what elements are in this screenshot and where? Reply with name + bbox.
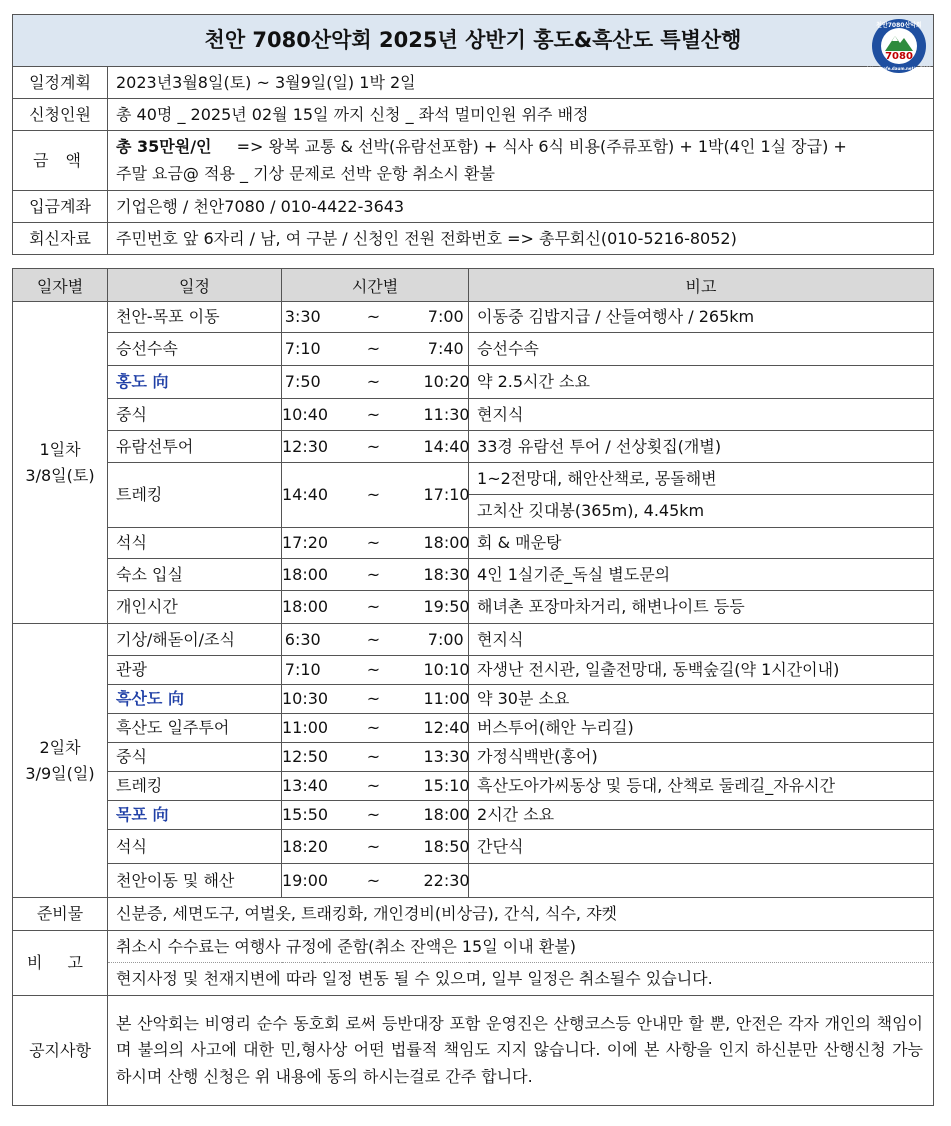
tilde: ~ [324,772,424,801]
notice-label: 공지사항 [13,996,108,1106]
end-time: 10:10 [424,656,469,685]
remark-1: 취소시 수수료는 여행사 규정에 준함(취소 잔액은 15일 이내 환불) [108,931,934,963]
end-time: 10:20 [424,366,469,399]
note: 회 & 매운탕 [469,528,934,559]
start-time: 13:40 [282,772,324,801]
tilde: ~ [324,399,424,431]
item: 트레킹 [108,772,282,801]
table-row [13,399,934,431]
start-time: 18:00 [282,559,324,591]
notice-text: 본 산악회는 비영리 순수 동호회 로써 등반대장 포함 운영진은 산행코스등 안내만 할 뿐, 안전은 각자 개인의 책임이며 불의의 사고에 대한 민,형사상 어떤 법률적 책임도 지지 않습니다. 이에 본 사항을 인지 하신분만 산행신청 가능 하시며 산행 신청은 위 내용에 동의 하시는걸로 간주 합니다. [108,996,934,1106]
note: 승선수속 [469,333,934,366]
start-time: 15:50 [282,801,324,830]
item: 트레킹 [108,463,282,528]
apply-row [13,99,934,131]
reply-row [13,223,934,255]
item: 천안이동 및 해산 [108,864,282,898]
tilde: ~ [324,302,424,333]
plan-value: 2023년3월8일(토) ~ 3월9일(일) 1박 2일 [108,67,934,99]
note: 1~2전망대, 해안산책로, 몽돌해변 [469,463,934,495]
prep-label: 준비물 [13,898,108,931]
table-row [13,743,934,772]
tilde: ~ [324,591,424,624]
end-time: 18:30 [424,559,469,591]
item: 관광 [108,656,282,685]
item: 목포 向 [108,801,282,830]
logo-bottom-text: http://cafe.daum.net/ca7080 [866,66,932,71]
tilde: ~ [324,463,424,528]
reply-value: 주민번호 앞 6자리 / 남, 여 구분 / 신청인 전원 전화번호 => 총무회신(010-5216-8052) [108,223,934,255]
day2-label: 2일차 [39,737,81,757]
amount-price: 총 35만원/인 [116,137,212,157]
tilde: ~ [324,685,424,714]
tilde: ~ [324,656,424,685]
item: 중식 [108,399,282,431]
day1-date: 3/8일(토) [25,465,95,485]
day2-cell [13,624,108,898]
remark-2: 현지사정 및 천재지변에 따라 일정 변동 될 수 있으며, 일부 일정은 취소될수 있습니다. [108,963,934,996]
end-time: 15:10 [424,772,469,801]
start-time: 12:30 [282,431,324,463]
table-row [13,801,934,830]
end-time: 18:50 [424,830,469,864]
note: 약 30분 소요 [469,685,934,714]
title-cell [13,15,934,71]
item: 중식 [108,743,282,772]
start-time: 12:50 [282,743,324,772]
account-value: 기업은행 / 천안7080 / 010-4422-3643 [108,191,934,223]
item: 천안-목포 이동 [108,302,282,333]
table-row [13,333,934,366]
amount-detail-1: => 왕복 교통 & 선박(유람선포함) + 식사 6식 비용(주류포함) + 1박(4인 1실 장급) + [236,137,847,157]
account-label: 입금계좌 [13,191,108,223]
start-time: 10:30 [282,685,324,714]
amount-value [108,131,934,191]
account-row [13,191,934,223]
table-row [13,864,934,898]
prep-value: 신분증, 세면도구, 여벌옷, 트래킹화, 개인경비(비상금), 간식, 식수, 쟈켓 [108,898,934,931]
prep-row [13,898,934,931]
amount-detail-2: 주말 요금@ 적용 _ 기상 문제로 선박 운항 취소시 환불 [116,163,495,183]
tilde: ~ [324,624,424,656]
page-title: 천안 7080산악회 2025년 상반기 홍도&흑산도 특별산행 [204,28,742,53]
end-time: 17:10 [424,463,469,528]
note: 이동중 김밥지급 / 산들여행사 / 265km [469,302,934,333]
header-day: 일자별 [13,269,108,302]
logo-number: 7080 [885,51,913,62]
note: 현지식 [469,624,934,656]
item: 유람선투어 [108,431,282,463]
header-plan: 일정 [108,269,282,302]
table-row [13,591,934,624]
note: 가정식백반(홍어) [469,743,934,772]
start-time: 7:50 [282,366,324,399]
tilde: ~ [324,864,424,898]
schedule-header-row [13,269,934,302]
note: 버스투어(해안 누리길) [469,714,934,743]
item: 기상/해돋이/조식 [108,624,282,656]
day1-label: 1일차 [39,439,81,459]
table-row [13,714,934,743]
table-row [13,528,934,559]
start-time: 19:00 [282,864,324,898]
note [469,864,934,898]
remark-row [13,931,934,963]
end-time: 18:00 [424,528,469,559]
trip-info-table [12,14,934,255]
header-note: 비고 [469,269,934,302]
day1-cell [13,302,108,624]
note: 자생난 전시관, 일출전망대, 동백숲길(약 1시간이내) [469,656,934,685]
tilde: ~ [324,743,424,772]
end-time: 11:00 [424,685,469,714]
title-row [13,15,934,67]
end-time: 11:30 [424,399,469,431]
remark-label: 비 고 [13,931,108,996]
start-time: 18:00 [282,591,324,624]
note: 고치산 깃대봉(365m), 4.45km [469,495,934,528]
tilde: ~ [324,431,424,463]
header-time: 시간별 [282,269,469,302]
end-time: 18:00 [424,801,469,830]
item: 홍도 向 [108,366,282,399]
start-time: 7:10 [282,656,324,685]
plan-label: 일정계획 [13,67,108,99]
tilde: ~ [324,333,424,366]
start-time: 6:30 [282,624,324,656]
note: 현지식 [469,399,934,431]
item: 숙소 입실 [108,559,282,591]
schedule-table [12,268,934,1106]
tilde: ~ [324,801,424,830]
table-row [13,559,934,591]
tilde: ~ [324,830,424,864]
item: 개인시간 [108,591,282,624]
mountain-logo-icon [866,18,932,74]
item: 석식 [108,830,282,864]
start-time: 17:20 [282,528,324,559]
end-time: 7:00 [424,624,469,656]
note: 간단식 [469,830,934,864]
end-time: 14:40 [424,431,469,463]
end-time: 19:50 [424,591,469,624]
end-time: 7:00 [424,302,469,333]
logo-top-text: 천안7080산악회 [876,22,922,29]
note: 해녀촌 포장마차거리, 해변나이트 등등 [469,591,934,624]
start-time: 11:00 [282,714,324,743]
tilde: ~ [324,366,424,399]
remark-row-2 [13,963,934,996]
item: 석식 [108,528,282,559]
end-time: 7:40 [424,333,469,366]
table-row [13,830,934,864]
note: 4인 1실기준_독실 별도문의 [469,559,934,591]
reply-label: 회신자료 [13,223,108,255]
end-time: 13:30 [424,743,469,772]
tilde: ~ [324,559,424,591]
item: 흑산도 向 [108,685,282,714]
start-time: 18:20 [282,830,324,864]
start-time: 7:10 [282,333,324,366]
note: 33경 유람선 투어 / 선상횟집(개별) [469,431,934,463]
item: 흑산도 일주투어 [108,714,282,743]
apply-value: 총 40명 _ 2025년 02월 15일 까지 신청 _ 좌석 멀미인원 위주 배정 [108,99,934,131]
table-row [13,656,934,685]
table-row [13,624,934,656]
table-row [13,463,934,495]
apply-label: 신청인원 [13,99,108,131]
notice-row [13,996,934,1106]
plan-row [13,67,934,99]
note: 2시간 소요 [469,801,934,830]
amount-row [13,131,934,191]
start-time: 10:40 [282,399,324,431]
table-row [13,302,934,333]
amount-label: 금 액 [13,131,108,191]
note: 약 2.5시간 소요 [469,366,934,399]
end-time: 22:30 [424,864,469,898]
start-time: 3:30 [282,302,324,333]
tilde: ~ [324,714,424,743]
table-row [13,431,934,463]
table-row [13,772,934,801]
tilde: ~ [324,528,424,559]
item: 승선수속 [108,333,282,366]
end-time: 12:40 [424,714,469,743]
start-time: 14:40 [282,463,324,528]
table-row [13,685,934,714]
note: 흑산도아가씨동상 및 등대, 산책로 둘레길_자유시간 [469,772,934,801]
day2-date: 3/9일(일) [25,763,95,783]
table-row [13,366,934,399]
